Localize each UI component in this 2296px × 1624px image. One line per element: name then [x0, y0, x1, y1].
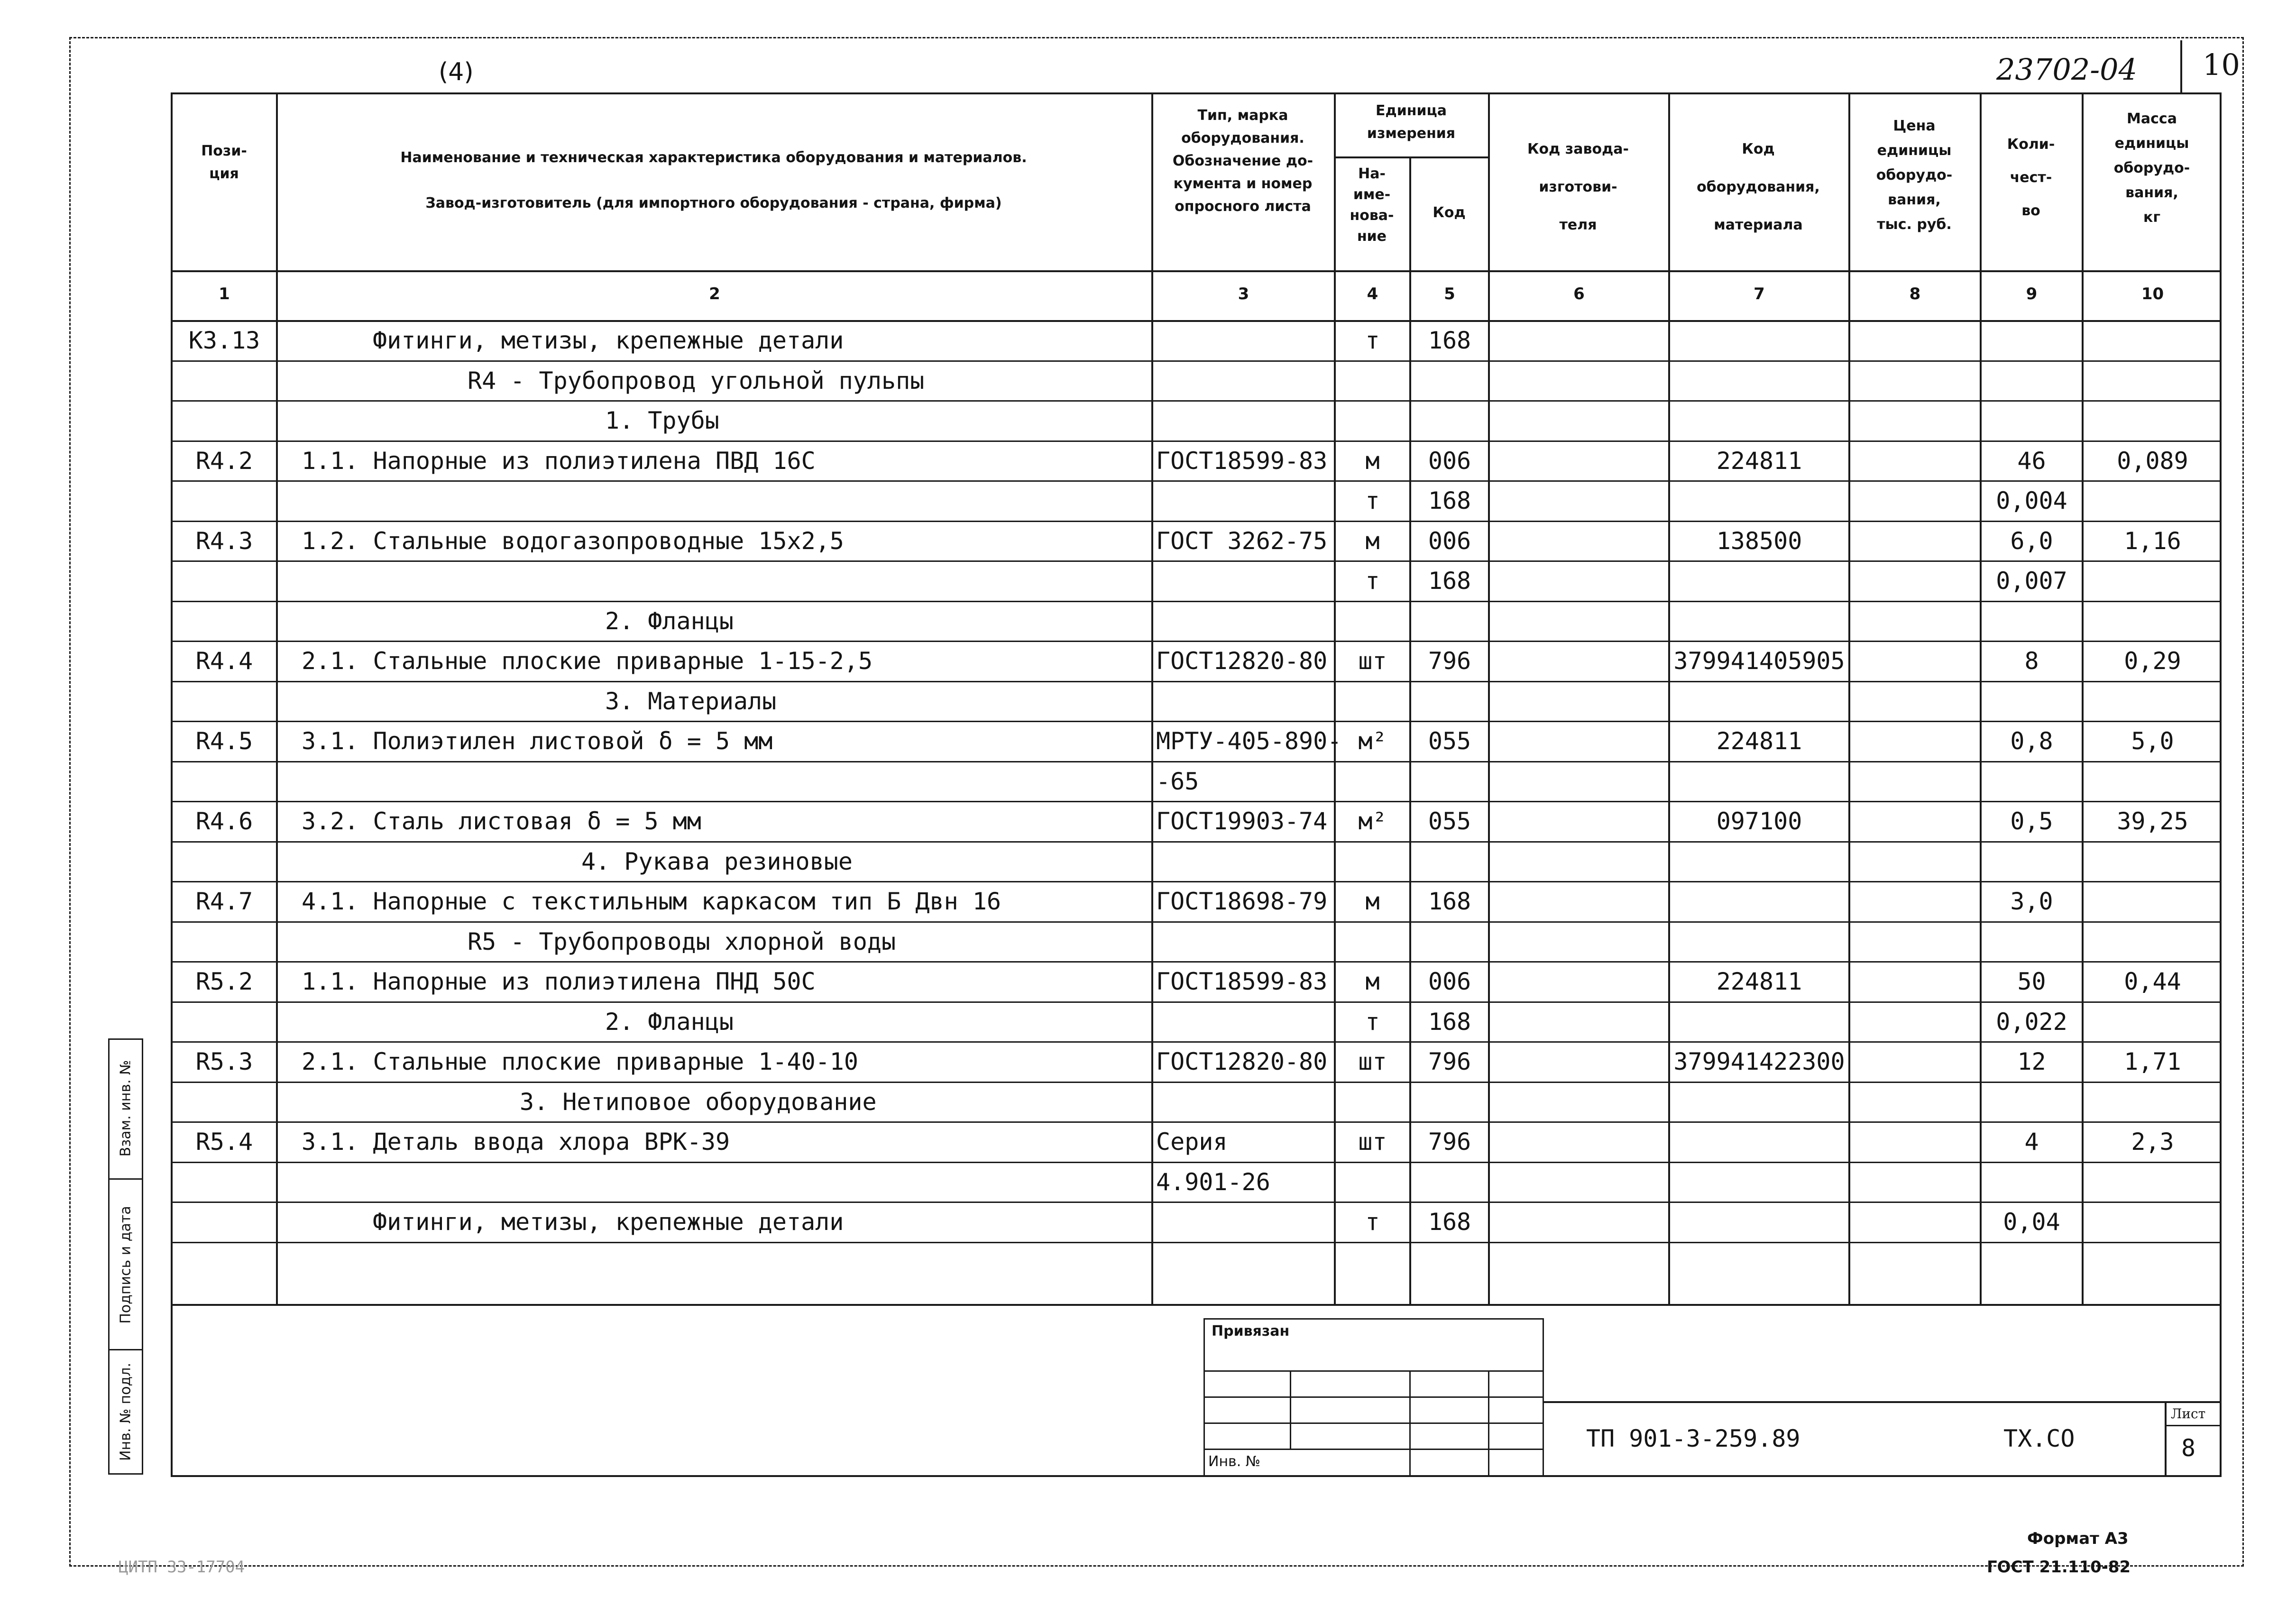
cell-qty: 0,022: [1996, 1008, 2067, 1036]
cell-equip: 379941422300: [1673, 1048, 1845, 1075]
cell-equip: 138500: [1716, 527, 1802, 555]
cell-pos: R4.5: [195, 727, 253, 755]
cell-name: 4. Рукава резиновые: [581, 847, 853, 875]
col-num-7: 7: [1754, 284, 1765, 303]
cell-qty: 4: [2024, 1128, 2039, 1156]
part-label: (4): [439, 58, 474, 86]
sheet-number: 8: [2181, 1434, 2196, 1462]
cell-mass: 39,25: [2117, 807, 2188, 835]
row-line: [171, 440, 2222, 442]
stamp-row-line: [1203, 1449, 1544, 1450]
header-unit-code: Код: [1433, 204, 1466, 221]
cell-equip: 224811: [1716, 447, 1802, 475]
header-mass: Масса единицы оборудо- вания, кг: [2113, 110, 2190, 226]
cell-pos: R4.2: [195, 447, 253, 475]
cell-pos: R5.4: [195, 1128, 253, 1156]
stamp-row-line: [1203, 1370, 1544, 1372]
col-num-3: 3: [1238, 284, 1249, 303]
header-type: Тип, марка оборудования. Обозначение до- кумента и номер опросного листа: [1172, 107, 1313, 215]
stamp-col-line: [1290, 1370, 1291, 1449]
cell-qty: 0,007: [1996, 567, 2067, 595]
side-label-signature-date: Подпись и дата: [117, 1206, 134, 1324]
table-body-bottom: [171, 1304, 2222, 1306]
cell-unit: шт: [1358, 647, 1387, 675]
cell-name: 3. Материалы: [605, 687, 777, 715]
cell-type: ГОСТ18698-79: [1156, 888, 1328, 915]
row-line: [171, 1202, 2222, 1203]
col-num-5: 5: [1444, 284, 1455, 303]
cell-mass: 0,29: [2124, 647, 2181, 675]
cell-code: 168: [1428, 888, 1471, 915]
stamp-col-line: [1488, 1370, 1489, 1477]
format-label: Формат А3: [2027, 1529, 2129, 1548]
row-line: [171, 1082, 2222, 1083]
cell-qty: 12: [2017, 1048, 2046, 1075]
cell-code: 168: [1428, 487, 1471, 514]
row-line: [171, 881, 2222, 882]
cell-unit: м: [1365, 888, 1380, 915]
row-line: [171, 1001, 2222, 1003]
document-designation: ТП 901-3-259.89: [1586, 1425, 1800, 1452]
cell-code: 055: [1428, 807, 1471, 835]
unit-group-line: [1334, 156, 1488, 158]
row-line: [171, 961, 2222, 963]
stamp-linked-label: Привязан: [1212, 1323, 1290, 1340]
row-line: [171, 921, 2222, 923]
cell-qty: 3,0: [2010, 888, 2053, 915]
cell-code: 168: [1428, 1008, 1471, 1036]
document-number: 23702-04: [1996, 52, 2138, 87]
cell-code: 006: [1428, 527, 1471, 555]
header-factory-code: Код завода- изготови- теля: [1527, 141, 1629, 233]
cell-type: ГОСТ18599-83: [1156, 968, 1328, 995]
row-line: [171, 761, 2222, 762]
cell-name: 1.1. Напорные из полиэтилена ПВД 16С: [302, 447, 816, 475]
row-line: [171, 360, 2222, 362]
header-quantity: Коли- чест- во: [2007, 136, 2055, 219]
header-unit-group: Единица измерения: [1367, 102, 1456, 142]
cell-pos: R4.3: [195, 527, 253, 555]
row-line: [171, 1242, 2222, 1243]
cell-qty: 8: [2024, 647, 2039, 675]
cell-pos: R4.7: [195, 888, 253, 915]
cell-name: 2. Фланцы: [605, 1008, 734, 1036]
cell-qty: 46: [2017, 447, 2046, 475]
side-label-original-inv: Инв. № подл.: [117, 1363, 134, 1461]
col-num-4: 4: [1367, 284, 1378, 303]
cell-type: ГОСТ 3262-75: [1156, 527, 1328, 555]
sheet-label: Лист: [2171, 1406, 2206, 1422]
row-line: [171, 681, 2222, 682]
cell-type: -65: [1156, 767, 1199, 795]
cell-unit: т: [1365, 1208, 1380, 1236]
row-line: [171, 721, 2222, 722]
cell-pos: R5.3: [195, 1048, 253, 1075]
cell-unit: т: [1365, 487, 1380, 514]
page-mark-divider: [2180, 40, 2182, 92]
cell-qty: 6,0: [2010, 527, 2053, 555]
cell-name: R5 - Трубопроводы хлорной воды: [468, 927, 896, 955]
cell-unit: т: [1365, 327, 1380, 354]
sheet-box-line: [2165, 1401, 2167, 1477]
row-line: [171, 480, 2222, 482]
cell-mass: 2,3: [2131, 1128, 2174, 1156]
side-label-replaced-inv: Взам. инв. №: [117, 1060, 134, 1157]
cell-mass: 5,0: [2131, 727, 2174, 755]
cell-name: 1.1. Напорные из полиэтилена ПНД 50С: [302, 968, 816, 995]
cell-type: Серия: [1156, 1128, 1228, 1156]
stamp-row-line: [1203, 1422, 1544, 1424]
col-num-9: 9: [2026, 284, 2038, 303]
cell-name: 2.1. Стальные плоские приварные 1-15-2,5: [302, 647, 873, 675]
cell-mass: 0,44: [2124, 968, 2181, 995]
title-block-top: [1544, 1401, 2222, 1403]
cell-name: 3.1. Деталь ввода хлора ВРК-39: [302, 1128, 730, 1156]
row-line: [171, 400, 2222, 402]
header-name: Наименование и техническая характеристика оборудования и материалов. Завод-изготовитель (для импортного оборудования - страна, фирма): [400, 149, 1027, 211]
cell-name: R4 - Трубопровод угольной пульпы: [468, 367, 925, 395]
cell-name: 4.1. Напорные с текстильным каркасом тип Б Двн 16: [302, 888, 1001, 915]
row-line: [171, 1162, 2222, 1163]
cell-name: Фитинги, метизы, крепежные детали: [373, 327, 844, 354]
cell-mass: 1,71: [2124, 1048, 2181, 1075]
cell-name: 3. Нетиповое оборудование: [520, 1088, 877, 1116]
cell-pos: R4.4: [195, 647, 253, 675]
header-bottom-line: [171, 270, 2222, 272]
sheet-box-divider: [2165, 1425, 2222, 1426]
row-line: [171, 560, 2222, 562]
stamp-col-line: [1409, 1370, 1411, 1477]
stamp-inv-label: Инв. №: [1208, 1453, 1261, 1470]
cell-type: ГОСТ12820-80: [1156, 647, 1328, 675]
sheet-code: ТХ.СО: [2003, 1425, 2075, 1452]
col-num-2: 2: [709, 284, 720, 303]
cell-unit: м²: [1358, 807, 1387, 835]
cell-code: 796: [1428, 647, 1471, 675]
cell-unit: м: [1365, 447, 1380, 475]
cell-name: 1.2. Стальные водогазопроводные 15х2,5: [302, 527, 844, 555]
col-num-1: 1: [219, 284, 230, 303]
cell-unit: шт: [1358, 1128, 1387, 1156]
row-line: [171, 1121, 2222, 1123]
cell-unit: м²: [1358, 727, 1387, 755]
cell-equip: 224811: [1716, 968, 1802, 995]
cell-unit: т: [1365, 1008, 1380, 1036]
cell-code: 168: [1428, 567, 1471, 595]
cell-name: 1. Трубы: [605, 407, 719, 434]
cell-name: 2.1. Стальные плоские приварные 1-40-10: [302, 1048, 858, 1075]
col-num-10: 10: [2141, 284, 2164, 303]
cell-code: 006: [1428, 447, 1471, 475]
cell-name: 3.1. Полиэтилен листовой δ = 5 мм: [302, 727, 773, 755]
cell-equip: 379941405905: [1673, 647, 1845, 675]
cell-type: ГОСТ19903-74: [1156, 807, 1328, 835]
cell-code: 055: [1428, 727, 1471, 755]
standard-label: ГОСТ 21.110-82: [1987, 1558, 2131, 1577]
row-line: [171, 601, 2222, 602]
cell-mass: 1,16: [2124, 527, 2181, 555]
col-num-8: 8: [1909, 284, 1921, 303]
cell-name: 2. Фланцы: [605, 607, 734, 635]
row-line: [171, 801, 2222, 802]
col-num-6: 6: [1573, 284, 1585, 303]
stamp-row-line: [1203, 1396, 1544, 1398]
header-equipment-code: Код оборудования, материала: [1697, 141, 1820, 233]
cell-code: 796: [1428, 1128, 1471, 1156]
cell-unit: шт: [1358, 1048, 1387, 1075]
colnum-bottom-line: [171, 320, 2222, 322]
left-footer-stamp: ЦИТП 33-17704: [119, 1558, 245, 1577]
cell-type: 4.901-26: [1156, 1168, 1270, 1196]
cell-code: 796: [1428, 1048, 1471, 1075]
cell-qty: 50: [2017, 968, 2046, 995]
page-mark: 10: [2203, 47, 2240, 82]
cell-type: МРТУ-405-890-: [1156, 727, 1342, 755]
cell-unit: т: [1365, 567, 1380, 595]
cell-qty: 0,8: [2010, 727, 2053, 755]
cell-name: 3.2. Сталь листовая δ = 5 мм: [302, 807, 701, 835]
cell-equip: 224811: [1716, 727, 1802, 755]
cell-name: Фитинги, метизы, крепежные детали: [373, 1208, 844, 1236]
cell-type: ГОСТ18599-83: [1156, 447, 1328, 475]
cell-code: 006: [1428, 968, 1471, 995]
cell-unit: м: [1365, 527, 1380, 555]
cell-pos: R5.2: [195, 968, 253, 995]
cell-unit: м: [1365, 968, 1380, 995]
row-line: [171, 521, 2222, 522]
cell-pos: К3.13: [188, 327, 260, 354]
row-line: [171, 1041, 2222, 1043]
cell-code: 168: [1428, 1208, 1471, 1236]
cell-pos: R4.6: [195, 807, 253, 835]
row-line: [171, 841, 2222, 843]
row-line: [171, 641, 2222, 642]
header-position: Пози- ция: [201, 143, 247, 182]
cell-mass: 0,089: [2117, 447, 2188, 475]
cell-qty: 0,5: [2010, 807, 2053, 835]
header-price: Цена единицы оборудо- вания, тыс. руб.: [1876, 118, 1953, 233]
cell-qty: 0,04: [2003, 1208, 2060, 1236]
cell-type: ГОСТ12820-80: [1156, 1048, 1328, 1075]
header-unit-name: На- име- нова- ние: [1350, 165, 1394, 245]
cell-code: 168: [1428, 327, 1471, 354]
cell-qty: 0,004: [1996, 487, 2067, 514]
cell-equip: 097100: [1716, 807, 1802, 835]
